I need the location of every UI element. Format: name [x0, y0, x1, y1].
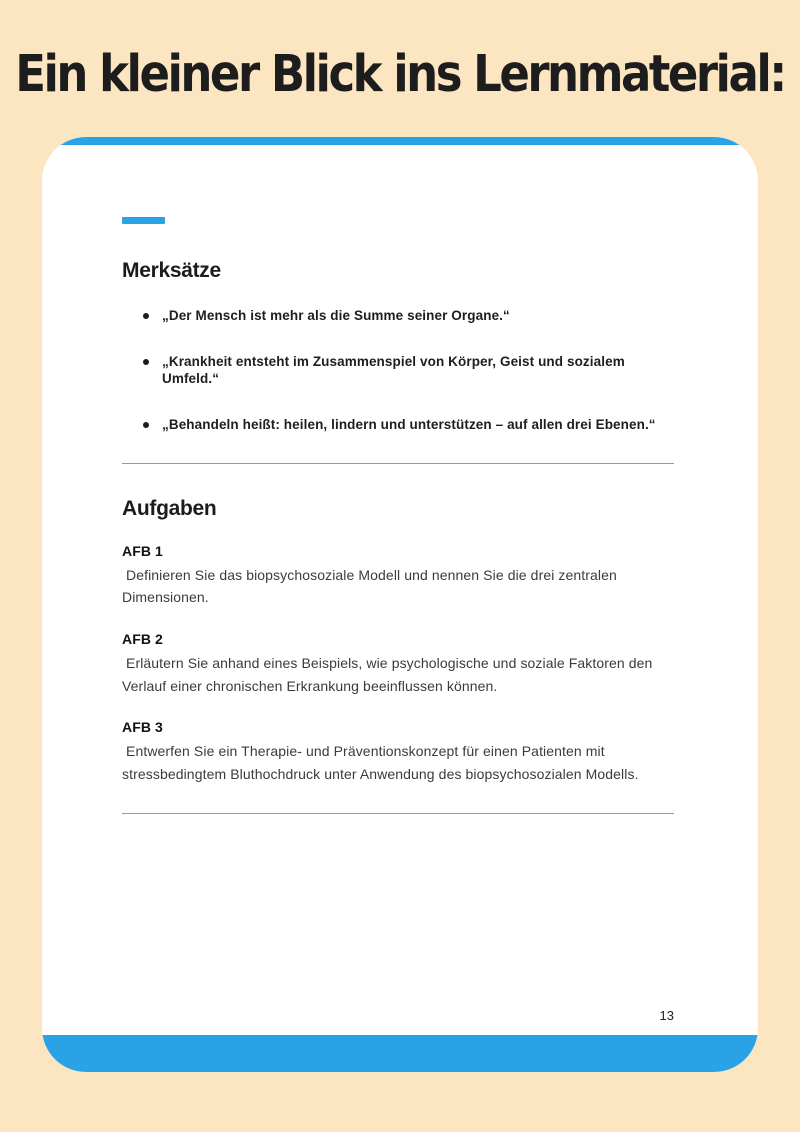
bullet-icon	[143, 359, 149, 365]
merksaetze-list	[122, 308, 674, 434]
card-bottom-accent-bar	[42, 1035, 758, 1072]
card-content	[42, 145, 758, 814]
task-label: AFB 2	[122, 630, 163, 647]
task-afb-1	[122, 543, 674, 609]
page-number: 13	[659, 1008, 674, 1023]
merksatz-text: „Behandeln heißt: heilen, lindern und unterstützen – auf allen drei Ebenen.“	[162, 416, 656, 432]
material-preview-card	[42, 137, 758, 1072]
bullet-icon	[143, 313, 149, 319]
accent-dash	[122, 217, 165, 224]
list-item	[122, 354, 674, 388]
task-text: Erläutern Sie anhand eines Beispiels, wie psychologische und soziale Faktoren den Verlauf einer chronischen Erkrankung beeinflussen können.	[122, 654, 657, 694]
section-divider	[122, 463, 674, 464]
list-item	[122, 417, 674, 434]
list-item	[122, 308, 674, 325]
task-afb-2	[122, 631, 674, 697]
merksaetze-heading: Merksätze	[122, 259, 221, 282]
section-divider	[122, 813, 674, 814]
card-top-accent-bar	[42, 137, 758, 145]
task-text: Definieren Sie das biopsychosoziale Modell und nennen Sie die drei zentralen Dimensionen.	[122, 566, 621, 606]
task-label: AFB 1	[122, 542, 163, 559]
task-label: AFB 3	[122, 719, 163, 736]
merksatz-text: „Der Mensch ist mehr als die Summe seiner Organe.“	[162, 308, 510, 323]
task-text: Entwerfen Sie ein Therapie- und Präventionskonzept für einen Patienten mit stressbedingtem Bluthochdruck unter Anwendung des biopsychosozialen Modells.	[122, 743, 639, 782]
aufgaben-heading: Aufgaben	[122, 496, 217, 520]
merksatz-text: „Krankheit entsteht im Zusammenspiel von Körper, Geist und sozialem Umfeld.“	[162, 353, 625, 386]
page-title: Ein kleiner Blick ins Lernmaterial:	[15, 44, 785, 104]
task-afb-3	[122, 719, 674, 785]
bullet-icon	[143, 422, 149, 428]
